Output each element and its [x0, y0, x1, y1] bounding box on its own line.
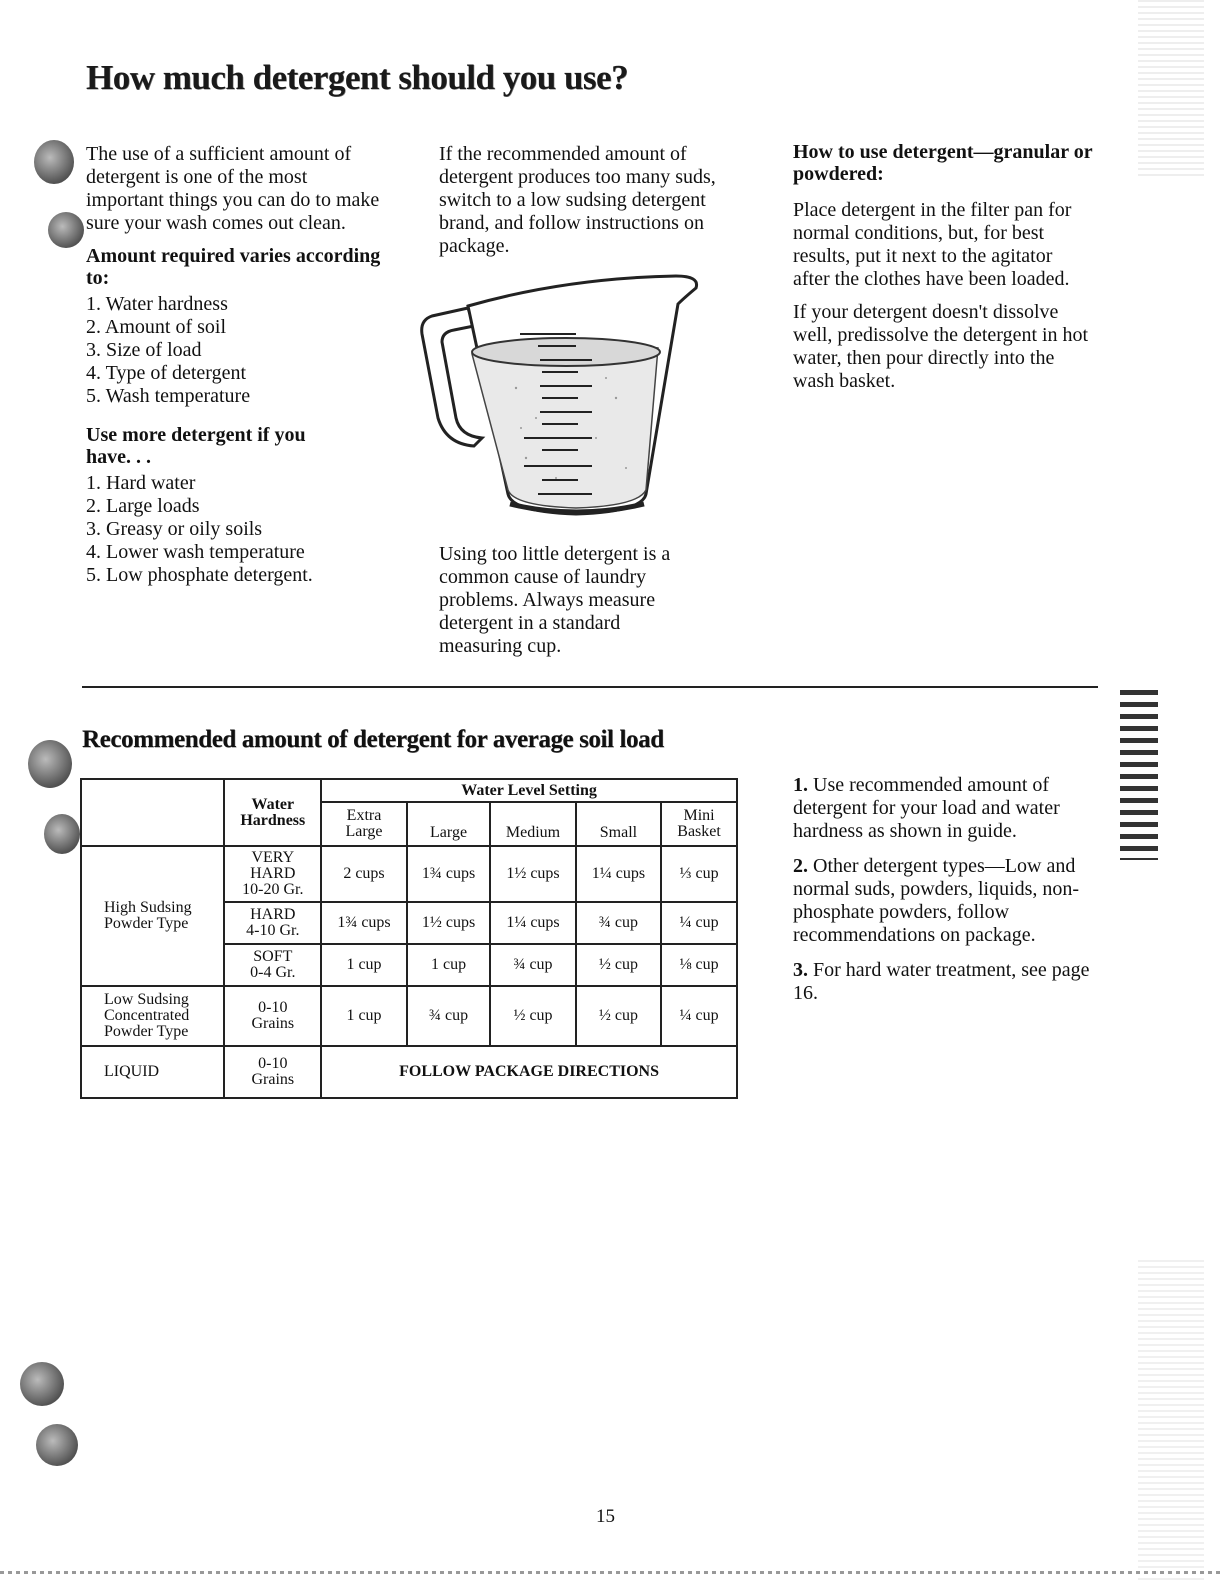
- binder-hole-6: [36, 1424, 78, 1466]
- scan-edge-mid: [1120, 690, 1158, 860]
- column-header: Medium: [490, 802, 576, 846]
- value-cell: ¼ cup: [661, 986, 737, 1046]
- measuring-cup-icon: [416, 268, 706, 524]
- note-number: 2.: [793, 855, 808, 877]
- low-sudsing-label: Low Sudsing Concentrated Powder Type: [81, 986, 224, 1046]
- value-cell: 1½ cups: [490, 846, 576, 902]
- value-cell: ¾ cup: [490, 944, 576, 986]
- note-item: [793, 774, 1103, 843]
- note-number: 1.: [793, 774, 808, 796]
- value-cell: 2 cups: [321, 846, 407, 902]
- intro-paragraph: The use of a sufficient amount of detergent is one of the most important things you can do to make sure your wash comes out clean.: [86, 143, 380, 234]
- liquid-instruction: FOLLOW PACKAGE DIRECTIONS: [321, 1046, 737, 1098]
- list-item: 2. Large loads: [86, 495, 200, 517]
- value-cell: 1 cup: [321, 986, 407, 1046]
- page-number: 15: [596, 1506, 615, 1527]
- column-middle: [439, 143, 749, 268]
- cup-caption: Using too little detergent is a common cause of laundry problems. Always measure detergent in a standard measuring cup.: [439, 543, 671, 657]
- column-header: Mini Basket: [661, 802, 737, 846]
- binder-hole-2: [48, 212, 84, 248]
- usage-paragraph-1: Place detergent in the filter pan for normal conditions, but, for best results, put it next to the agitator after the clothes have been loaded.: [793, 199, 1072, 290]
- list-item: 2. Amount of soil: [86, 316, 227, 338]
- value-cell: 1¾ cups: [321, 902, 407, 944]
- list-item: 1. Water hardness: [86, 293, 228, 315]
- list-item: 5. Wash temperature: [86, 385, 251, 407]
- value-cell: 1¾ cups: [407, 846, 490, 902]
- table-title: Recommended amount of detergent for average soil load: [82, 726, 664, 753]
- value-cell: 1 cup: [321, 944, 407, 986]
- detergent-table: [80, 778, 738, 1099]
- list-item: 4. Type of detergent: [86, 362, 247, 384]
- value-cell: ½ cup: [490, 986, 576, 1046]
- scan-edge-bottom: [1138, 1260, 1204, 1584]
- column-middle-caption: [439, 543, 699, 668]
- table-row: [81, 1046, 737, 1098]
- column-header: Large: [407, 802, 490, 846]
- list-item: 5. Low phosphate detergent.: [86, 564, 313, 586]
- note-item: [793, 855, 1103, 947]
- usage-heading: How to use detergent—granular or powdered:: [793, 141, 1093, 185]
- value-cell: ½ cup: [576, 986, 661, 1046]
- binder-hole-1: [34, 140, 74, 184]
- section-divider: [82, 686, 1098, 688]
- column-right: [793, 141, 1093, 403]
- table-row: [81, 986, 737, 1046]
- binder-hole-3: [28, 740, 72, 788]
- value-cell: 1¼ cups: [490, 902, 576, 944]
- varies-list: [86, 293, 386, 408]
- column-left: [86, 143, 386, 587]
- list-item: 3. Greasy or oily soils: [86, 518, 263, 540]
- scan-bottom-strip: [0, 1571, 1224, 1574]
- value-cell: ¼ cup: [661, 902, 737, 944]
- note-number: 3.: [793, 959, 808, 981]
- list-item: 4. Lower wash temperature: [86, 541, 305, 563]
- value-cell: ½ cup: [576, 944, 661, 986]
- value-cell: ⅓ cup: [661, 846, 737, 902]
- value-cell: 1¼ cups: [576, 846, 661, 902]
- note-item: [793, 959, 1103, 1005]
- high-sudsing-label: High Sudsing Powder Type: [81, 846, 224, 986]
- list-item: 1. Hard water: [86, 472, 196, 494]
- hardness-cell: VERY HARD 10-20 Gr.: [224, 846, 321, 902]
- liquid-label: LIQUID: [81, 1046, 224, 1098]
- list-item: 3. Size of load: [86, 339, 202, 361]
- column-header: Extra Large: [321, 802, 407, 846]
- hardness-header: Water Hardness: [224, 779, 321, 846]
- table-corner-cell: [81, 779, 224, 846]
- hardness-cell: SOFT 0-4 Gr.: [224, 944, 321, 986]
- more-list: [86, 472, 386, 587]
- suds-paragraph: If the recommended amount of detergent produces too many suds, switch to a low sudsing detergent brand, and follow instructions on package.: [439, 143, 716, 257]
- value-cell: 1½ cups: [407, 902, 490, 944]
- note-text: Use recommended amount of detergent for your load and water hardness as shown in guide.: [793, 774, 1060, 842]
- page-title: How much detergent should you use?: [86, 58, 629, 97]
- hardness-cell: 0-10 Grains: [224, 1046, 321, 1098]
- hardness-cell: HARD 4-10 Gr.: [224, 902, 321, 944]
- varies-heading: Amount required varies according to:: [86, 245, 381, 289]
- binder-hole-4: [44, 814, 80, 854]
- binder-hole-5: [20, 1362, 64, 1406]
- value-cell: ⅛ cup: [661, 944, 737, 986]
- value-cell: ¾ cup: [576, 902, 661, 944]
- note-text: For hard water treatment, see page 16.: [793, 959, 1090, 1004]
- water-level-header: Water Level Setting: [321, 779, 737, 802]
- value-cell: 1 cup: [407, 944, 490, 986]
- column-header: Small: [576, 802, 661, 846]
- hardness-cell: 0-10 Grains: [224, 986, 321, 1046]
- scan-edge-top: [1138, 0, 1204, 180]
- table-row: [81, 846, 737, 902]
- more-heading: Use more detergent if you have. . .: [86, 424, 306, 468]
- table-notes: [793, 774, 1103, 1017]
- usage-paragraph-2: If your detergent doesn't dissolve well, predissolve the detergent in hot water, then pour directly into the wash basket.: [793, 301, 1089, 392]
- value-cell: ¾ cup: [407, 986, 490, 1046]
- note-text: Other detergent types—Low and normal suds, powders, liquids, non-phosphate powders, follow recommendations on package.: [793, 855, 1080, 946]
